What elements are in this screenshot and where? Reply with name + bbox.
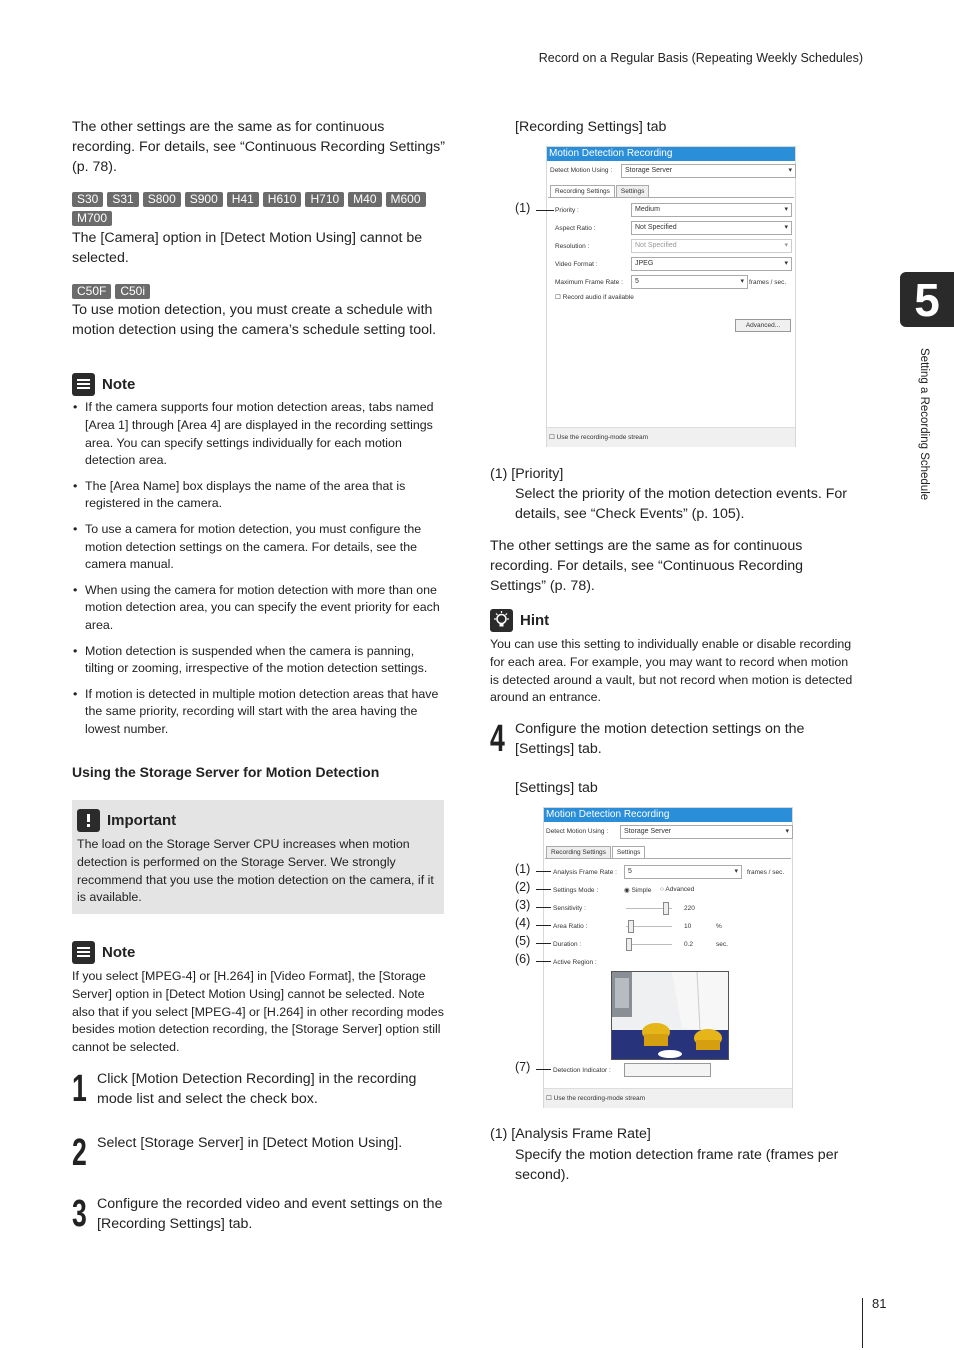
step3-text: Configure the recorded video and event settings on the [Recording Settings] tab. bbox=[97, 1196, 443, 1232]
model-tag: H610 bbox=[263, 192, 302, 207]
note-bullet-item: • The [Area Name] box displays the name of the area that is registered in the camera. bbox=[72, 478, 446, 514]
step1-text: Click [Motion Detection Recording] in the recording mode list and select the check box. bbox=[97, 1071, 417, 1107]
model-tag: C50F bbox=[72, 284, 111, 299]
hint-heading bbox=[490, 609, 549, 632]
rec-tab-caption: [Recording Settings] tab bbox=[515, 119, 667, 135]
callout-leader bbox=[536, 1069, 551, 1070]
resolution-select[interactable]: Not Specified ▾ bbox=[631, 239, 792, 253]
maxrate-unit: frames / sec. bbox=[749, 279, 787, 286]
analysis-label: Analysis Frame Rate : bbox=[553, 869, 617, 876]
callout-leader bbox=[536, 871, 551, 872]
format-select[interactable]: JPEG ▾ bbox=[631, 257, 792, 271]
intro-paragraph: The other settings are the same as for continuous recording. For details, see “Continuous Recording Settings” (p. 78). bbox=[72, 119, 446, 175]
maxrate-select[interactable]: 5 ▾ bbox=[631, 275, 748, 289]
priority-title: (1) [Priority] bbox=[490, 466, 564, 482]
stream-label: Use the recording-mode stream bbox=[553, 1095, 646, 1102]
subheading: Using the Storage Server for Motion Detection bbox=[72, 764, 380, 780]
step1-number: 1 bbox=[72, 1068, 87, 1110]
resolution-label: Resolution : bbox=[555, 243, 590, 250]
callout-2: (2) bbox=[515, 880, 531, 894]
important-title: Important bbox=[107, 812, 177, 829]
maxrate-label: Maximum Frame Rate : bbox=[555, 279, 623, 286]
note-bullet-item: • When using the camera for motion detection with more than one motion detection area, you can specify the event priority for each area. bbox=[72, 582, 446, 635]
priority-select[interactable]: Medium ▾ bbox=[631, 203, 792, 217]
settings-dialog bbox=[543, 807, 793, 1108]
tab-recording-settings[interactable]: Recording Settings bbox=[550, 185, 615, 197]
callout-leader bbox=[536, 907, 551, 908]
tags2-text: To use motion detection, you must create a schedule with motion detection using the camera’s schedule setting tool. bbox=[72, 302, 437, 338]
stream-checkbox[interactable]: ☐ Use the recording-mode stream bbox=[549, 434, 649, 441]
model-tags-2 bbox=[72, 284, 452, 299]
sensitivity-handle[interactable] bbox=[663, 902, 669, 915]
dialog1-footer bbox=[547, 427, 795, 447]
stream-checkbox[interactable]: ☐ Use the recording-mode stream bbox=[546, 1095, 646, 1102]
callout-3: (3) bbox=[515, 898, 531, 912]
dialog2-tabs bbox=[546, 846, 645, 858]
other-settings-text: The other settings are the same as for continuous recording. For details, see “Continuous Recording Settings” (p. 78). bbox=[490, 538, 804, 594]
step3-number: 3 bbox=[72, 1193, 87, 1235]
tab-settings[interactable]: Settings bbox=[616, 185, 650, 197]
note1-list bbox=[72, 399, 446, 739]
model-tag: S800 bbox=[143, 192, 181, 207]
analysis-unit: frames / sec. bbox=[747, 869, 785, 876]
mode-simple-radio[interactable]: ◉ Simple bbox=[624, 887, 652, 894]
priority-label: Priority : bbox=[555, 207, 579, 214]
analysis-select[interactable]: 5 ▾ bbox=[624, 865, 742, 879]
callout-7: (7) bbox=[515, 1060, 531, 1074]
hint-title: Hint bbox=[520, 612, 550, 629]
note2-heading bbox=[72, 941, 135, 964]
dialog2-title: Motion Detection Recording bbox=[544, 808, 792, 822]
page-number-rule bbox=[862, 1298, 863, 1348]
tab-recording-settings[interactable]: Recording Settings bbox=[546, 846, 611, 858]
advanced-button[interactable]: Advanced... bbox=[735, 319, 791, 332]
aspect-select[interactable]: Not Specified ▾ bbox=[631, 221, 792, 235]
model-tag: M700 bbox=[72, 211, 112, 226]
area-value: 10 bbox=[684, 923, 692, 930]
hint-icon bbox=[490, 609, 513, 632]
settings-tab-caption: [Settings] tab bbox=[515, 780, 598, 796]
note2-title: Note bbox=[102, 944, 136, 961]
callout-leader bbox=[536, 210, 554, 211]
note2-text: If you select [MPEG-4] or [H.264] in [Video Format], the [Storage Server] option in [Detect Motion Using] cannot be selected. Note also that if you select [MPEG-4] or [H.264] in other recording modes besides motion detection recording, the [Storage Server] option still cannot be selected. bbox=[72, 969, 444, 1055]
detect-label: Detect Motion Using : bbox=[550, 167, 613, 174]
model-tag: C50i bbox=[115, 284, 150, 299]
area-unit: % bbox=[716, 923, 722, 930]
detect-motion-select[interactable]: Storage Server ▾ bbox=[621, 164, 796, 178]
stream-label: Use the recording-mode stream bbox=[556, 434, 649, 441]
callout-6: (6) bbox=[515, 952, 531, 966]
step2-number: 2 bbox=[72, 1132, 87, 1174]
note1-title: Note bbox=[102, 376, 136, 393]
callout-leader bbox=[536, 961, 551, 962]
duration-label: Duration : bbox=[553, 941, 582, 948]
note-bullet-item: • If the camera supports four motion detection areas, tabs named [Area 1] through [Area 4] are displayed in the recording settings area. You can specify settings individually for each motion detection area. bbox=[72, 399, 446, 470]
area-label: Area Ratio : bbox=[553, 923, 588, 930]
model-tag: S30 bbox=[72, 192, 103, 207]
step2-text: Select [Storage Server] in [Detect Motion Using]. bbox=[97, 1135, 403, 1151]
model-tag: S31 bbox=[107, 192, 138, 207]
model-tags-1 bbox=[72, 192, 452, 226]
record-audio-label: Record audio if available bbox=[562, 294, 634, 301]
page-header: Record on a Regular Basis (Repeating Weekly Schedules) bbox=[538, 51, 863, 65]
note-bullet-item: • To use a camera for motion detection, you must configure the motion detection settings on the camera. For details, see the camera manual. bbox=[72, 521, 446, 574]
note-icon bbox=[72, 373, 95, 396]
dialog1-title: Motion Detection Recording bbox=[547, 147, 795, 161]
chapter-tab: 5 bbox=[900, 272, 954, 327]
model-tag: M40 bbox=[348, 192, 381, 207]
note-bullet-item: • Motion detection is suspended when the camera is panning, tilting or zooming, irrespective of the motion detection settings. bbox=[72, 643, 446, 679]
tags1-text: The [Camera] option in [Detect Motion Using] cannot be selected. bbox=[72, 230, 423, 266]
note-bullet-item: • If motion is detected in multiple motion detection areas that have the same priority, recording will start with the area having the lowest number. bbox=[72, 686, 446, 739]
important-icon bbox=[77, 809, 100, 832]
model-tag: S900 bbox=[185, 192, 223, 207]
model-tag: H41 bbox=[227, 192, 259, 207]
sensitivity-label: Sensitivity : bbox=[553, 905, 586, 912]
active-region-preview[interactable] bbox=[611, 971, 729, 1060]
callout-leader bbox=[536, 889, 551, 890]
note1-heading bbox=[72, 373, 135, 396]
duration-unit: sec. bbox=[716, 941, 728, 948]
page-number: 81 bbox=[872, 1296, 887, 1311]
important-box bbox=[72, 800, 444, 914]
duration-handle[interactable] bbox=[626, 938, 632, 951]
duration-value: 0.2 bbox=[684, 941, 694, 948]
important-heading bbox=[77, 809, 176, 832]
chapter-side-label: Setting a Recording Schedule bbox=[918, 348, 930, 501]
mode-label: Settings Mode : bbox=[553, 887, 599, 894]
record-audio-checkbox[interactable]: ☐ Record audio if available bbox=[555, 294, 634, 301]
mode-advanced-radio[interactable]: ○ Advanced bbox=[660, 886, 695, 893]
step4-text: Configure the motion detection settings on the [Settings] tab. bbox=[515, 721, 805, 757]
sensitivity-value: 220 bbox=[684, 905, 695, 912]
detection-indicator bbox=[624, 1063, 711, 1077]
priority-text: Select the priority of the motion detection events. For details, see “Check Events” (p. 105). bbox=[515, 486, 847, 522]
note-icon bbox=[72, 941, 95, 964]
duration-slider[interactable] bbox=[626, 944, 672, 945]
callout-1: (1) bbox=[515, 201, 531, 215]
mode-simple-label: Simple bbox=[631, 887, 652, 894]
dialog1-tabs bbox=[550, 185, 649, 197]
model-tag: H710 bbox=[305, 192, 344, 207]
detect-motion-select[interactable]: Storage Server ▾ bbox=[620, 825, 793, 839]
area-handle[interactable] bbox=[628, 920, 634, 933]
callout-leader bbox=[536, 925, 551, 926]
callout-1: (1) bbox=[515, 862, 531, 876]
format-label: Video Format : bbox=[555, 261, 598, 268]
active-region-label: Active Region : bbox=[553, 959, 597, 966]
dialog2-footer bbox=[544, 1088, 792, 1108]
afr-title: (1) [Analysis Frame Rate] bbox=[490, 1126, 651, 1142]
callout-4: (4) bbox=[515, 916, 531, 930]
indicator-label: Detection Indicator : bbox=[553, 1067, 611, 1074]
callout-leader bbox=[536, 943, 551, 944]
mode-advanced-label: Advanced bbox=[665, 886, 695, 893]
afr-text: Specify the motion detection frame rate (frames per second). bbox=[515, 1147, 839, 1183]
model-tag: M600 bbox=[386, 192, 426, 207]
hint-text: You can use this setting to individually enable or disable recording for each area. For example, you may want to record when motion is detected around a vault, but not record when motion is detected around an entrance. bbox=[490, 637, 853, 705]
recording-settings-dialog bbox=[546, 146, 796, 447]
aspect-label: Aspect Ratio : bbox=[555, 225, 596, 232]
step4-number: 4 bbox=[490, 718, 505, 760]
detect-label: Detect Motion Using : bbox=[546, 828, 609, 835]
important-text: The load on the Storage Server CPU increases when motion detection is performed on the Storage Server. We strongly recommend that you use the motion detection on the camera, if it is available. bbox=[77, 837, 434, 905]
callout-5: (5) bbox=[515, 934, 531, 948]
tab-settings[interactable]: Settings bbox=[612, 846, 646, 858]
note1-body bbox=[72, 399, 446, 747]
